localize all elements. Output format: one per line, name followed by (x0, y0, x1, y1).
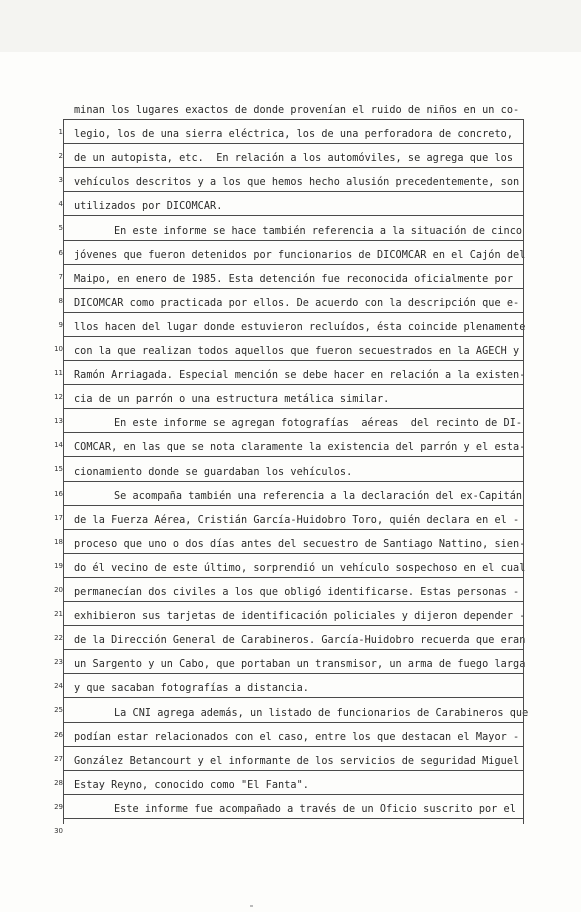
ruled-line (63, 746, 524, 747)
text-line: permanecían dos civiles a los que obligó identificarse. Estas personas - (74, 587, 520, 598)
ruled-line (63, 215, 524, 216)
ruled-line (63, 432, 524, 433)
line-number: 21 (54, 610, 63, 618)
text-line: de un autopista, etc. En relación a los automóviles, se agrega que los (74, 153, 514, 165)
line-number: 23 (54, 658, 63, 667)
text-line: proceso que uno o dos días antes del secuestro de Santiago Nattino, sien- (74, 538, 526, 550)
text-line: González Betancourt y el informante de los servicios de seguridad Miguel (74, 755, 520, 767)
text-line: de la Fuerza Aérea, Cristián García-Huidobro Toro, quién declara en el - (74, 514, 520, 526)
ruled-line (63, 360, 524, 361)
text-line: vehículos descritos y a los que hemos hecho alusión precedentemente, son (74, 177, 520, 189)
text-line: de la Dirección General de Carabineros. García-Huidobro recuerda que eran (74, 635, 526, 647)
text-line: y que sacaban fotografías a distancia. (74, 683, 309, 695)
ruled-line (63, 625, 524, 626)
ruled-line (63, 240, 524, 241)
line-number: 10 (54, 344, 63, 353)
ruled-line (63, 408, 524, 409)
ruled-line (63, 384, 524, 385)
text-line: llos hacen del lugar donde estuvieron recluídos, ésta coincide plenamente (74, 321, 526, 333)
text-line: legio, los de una sierra eléctrica, los de una perforadora de concreto, (74, 129, 514, 141)
line-number: 1 (58, 128, 63, 136)
text-line: exhibieron sus tarjetas de identificación policiales y dijeron depender - (74, 611, 526, 623)
line-number: 24 (54, 682, 63, 691)
text-line: En este informe se agregan fotografías aéreas del recinto de DI- (114, 418, 523, 430)
ruled-line (63, 336, 524, 337)
ruled-line (63, 191, 524, 192)
line-number: 30 (54, 826, 63, 835)
ruled-line (63, 770, 524, 771)
line-number: 13 (54, 417, 63, 426)
line-number: 20 (54, 585, 63, 594)
text-line: COMCAR, en las que se nota claramente la existencia del parrón y el esta- (74, 442, 526, 454)
line-number: 7 (58, 272, 63, 281)
line-number: 25 (54, 706, 63, 715)
line-number: 15 (54, 465, 63, 474)
ruled-line (63, 553, 524, 554)
line-number: 27 (54, 754, 63, 763)
text-line: con la que realizan todos aquellos que fueron secuestrados en la AGECH y (74, 346, 520, 357)
line-number: 3 (58, 176, 63, 185)
line-number: 18 (54, 537, 63, 546)
line-number: 5 (58, 224, 63, 233)
text-line: minan los lugares exactos de donde provenían el ruido de niños en un co- (74, 105, 520, 116)
line-number: 16 (54, 489, 63, 498)
ruled-line (63, 505, 524, 506)
text-line: En este informe se hace también referencia a la situación de cinco (114, 225, 523, 237)
ruled-line (63, 288, 524, 289)
text-line: cia de un parrón o una estructura metálica similar. (74, 394, 390, 406)
margin-rule-right (523, 119, 524, 824)
text-line: La CNI agrega además, un listado de funcionarios de Carabineros que (114, 707, 529, 719)
text-line: utilizados por DICOMCAR. (74, 201, 223, 213)
line-number: 29 (54, 802, 63, 811)
text-line: cionamiento donde se guardaban los vehículos. (74, 466, 353, 478)
line-number: 26 (54, 730, 63, 739)
margin-rule-left (63, 119, 64, 824)
text-line: un Sargento y un Cabo, que portaban un transmisor, un arma de fuego larga (74, 659, 526, 671)
line-number: 9 (58, 320, 63, 329)
ruled-line (63, 312, 524, 313)
line-number: 11 (54, 369, 63, 377)
line-number: 4 (58, 200, 63, 209)
line-number: 17 (54, 513, 63, 522)
ruled-line (63, 481, 524, 482)
text-line: Ramón Arriagada. Especial mención se debe hacer en relación a la existen- (74, 370, 526, 382)
ruled-line (63, 264, 524, 265)
ruled-line (63, 794, 524, 795)
ruled-line (63, 577, 524, 578)
text-line: Este informe fue acompañado a través de un Oficio suscrito por el (114, 803, 516, 815)
text-line: Maipo, en enero de 1985. Esta detención fue reconocida oficialmente por (74, 273, 514, 285)
line-number: 14 (54, 441, 63, 450)
text-line: jóvenes que fueron detenidos por funcionarios de DICOMCAR en el Cajón del (74, 249, 526, 261)
scan-speck (250, 905, 253, 907)
line-number: 8 (58, 296, 63, 305)
line-number: 6 (58, 248, 63, 257)
ruled-line (63, 649, 524, 650)
ruled-line (63, 722, 524, 723)
line-number: 2 (58, 152, 63, 161)
line-number: 12 (54, 393, 63, 402)
text-line: podían estar relacionados con el caso, entre los que destacan el Mayor - (74, 731, 520, 743)
ruled-line (63, 143, 524, 144)
text-line: do él vecino de este último, sorprendió un vehículo sospechoso en el cual (74, 562, 526, 574)
line-number: 22 (54, 634, 63, 643)
ruled-line (63, 673, 524, 674)
ruled-line (63, 818, 524, 819)
ruled-line (63, 529, 524, 530)
ruled-line (63, 456, 524, 457)
ruled-line (63, 167, 524, 168)
text-line: Se acompaña también una referencia a la declaración del ex-Capitán (114, 490, 523, 502)
scan-margin-top (0, 0, 581, 52)
ruled-line (63, 119, 524, 120)
text-line: DICOMCAR como practicada por ellos. De acuerdo con la descripción que e- (74, 297, 520, 309)
ruled-line (63, 601, 524, 602)
text-line: Estay Reyno, conocido como "El Fanta". (74, 779, 309, 791)
ruled-line (63, 697, 524, 698)
line-number: 28 (54, 778, 63, 787)
line-number: 19 (54, 561, 63, 570)
